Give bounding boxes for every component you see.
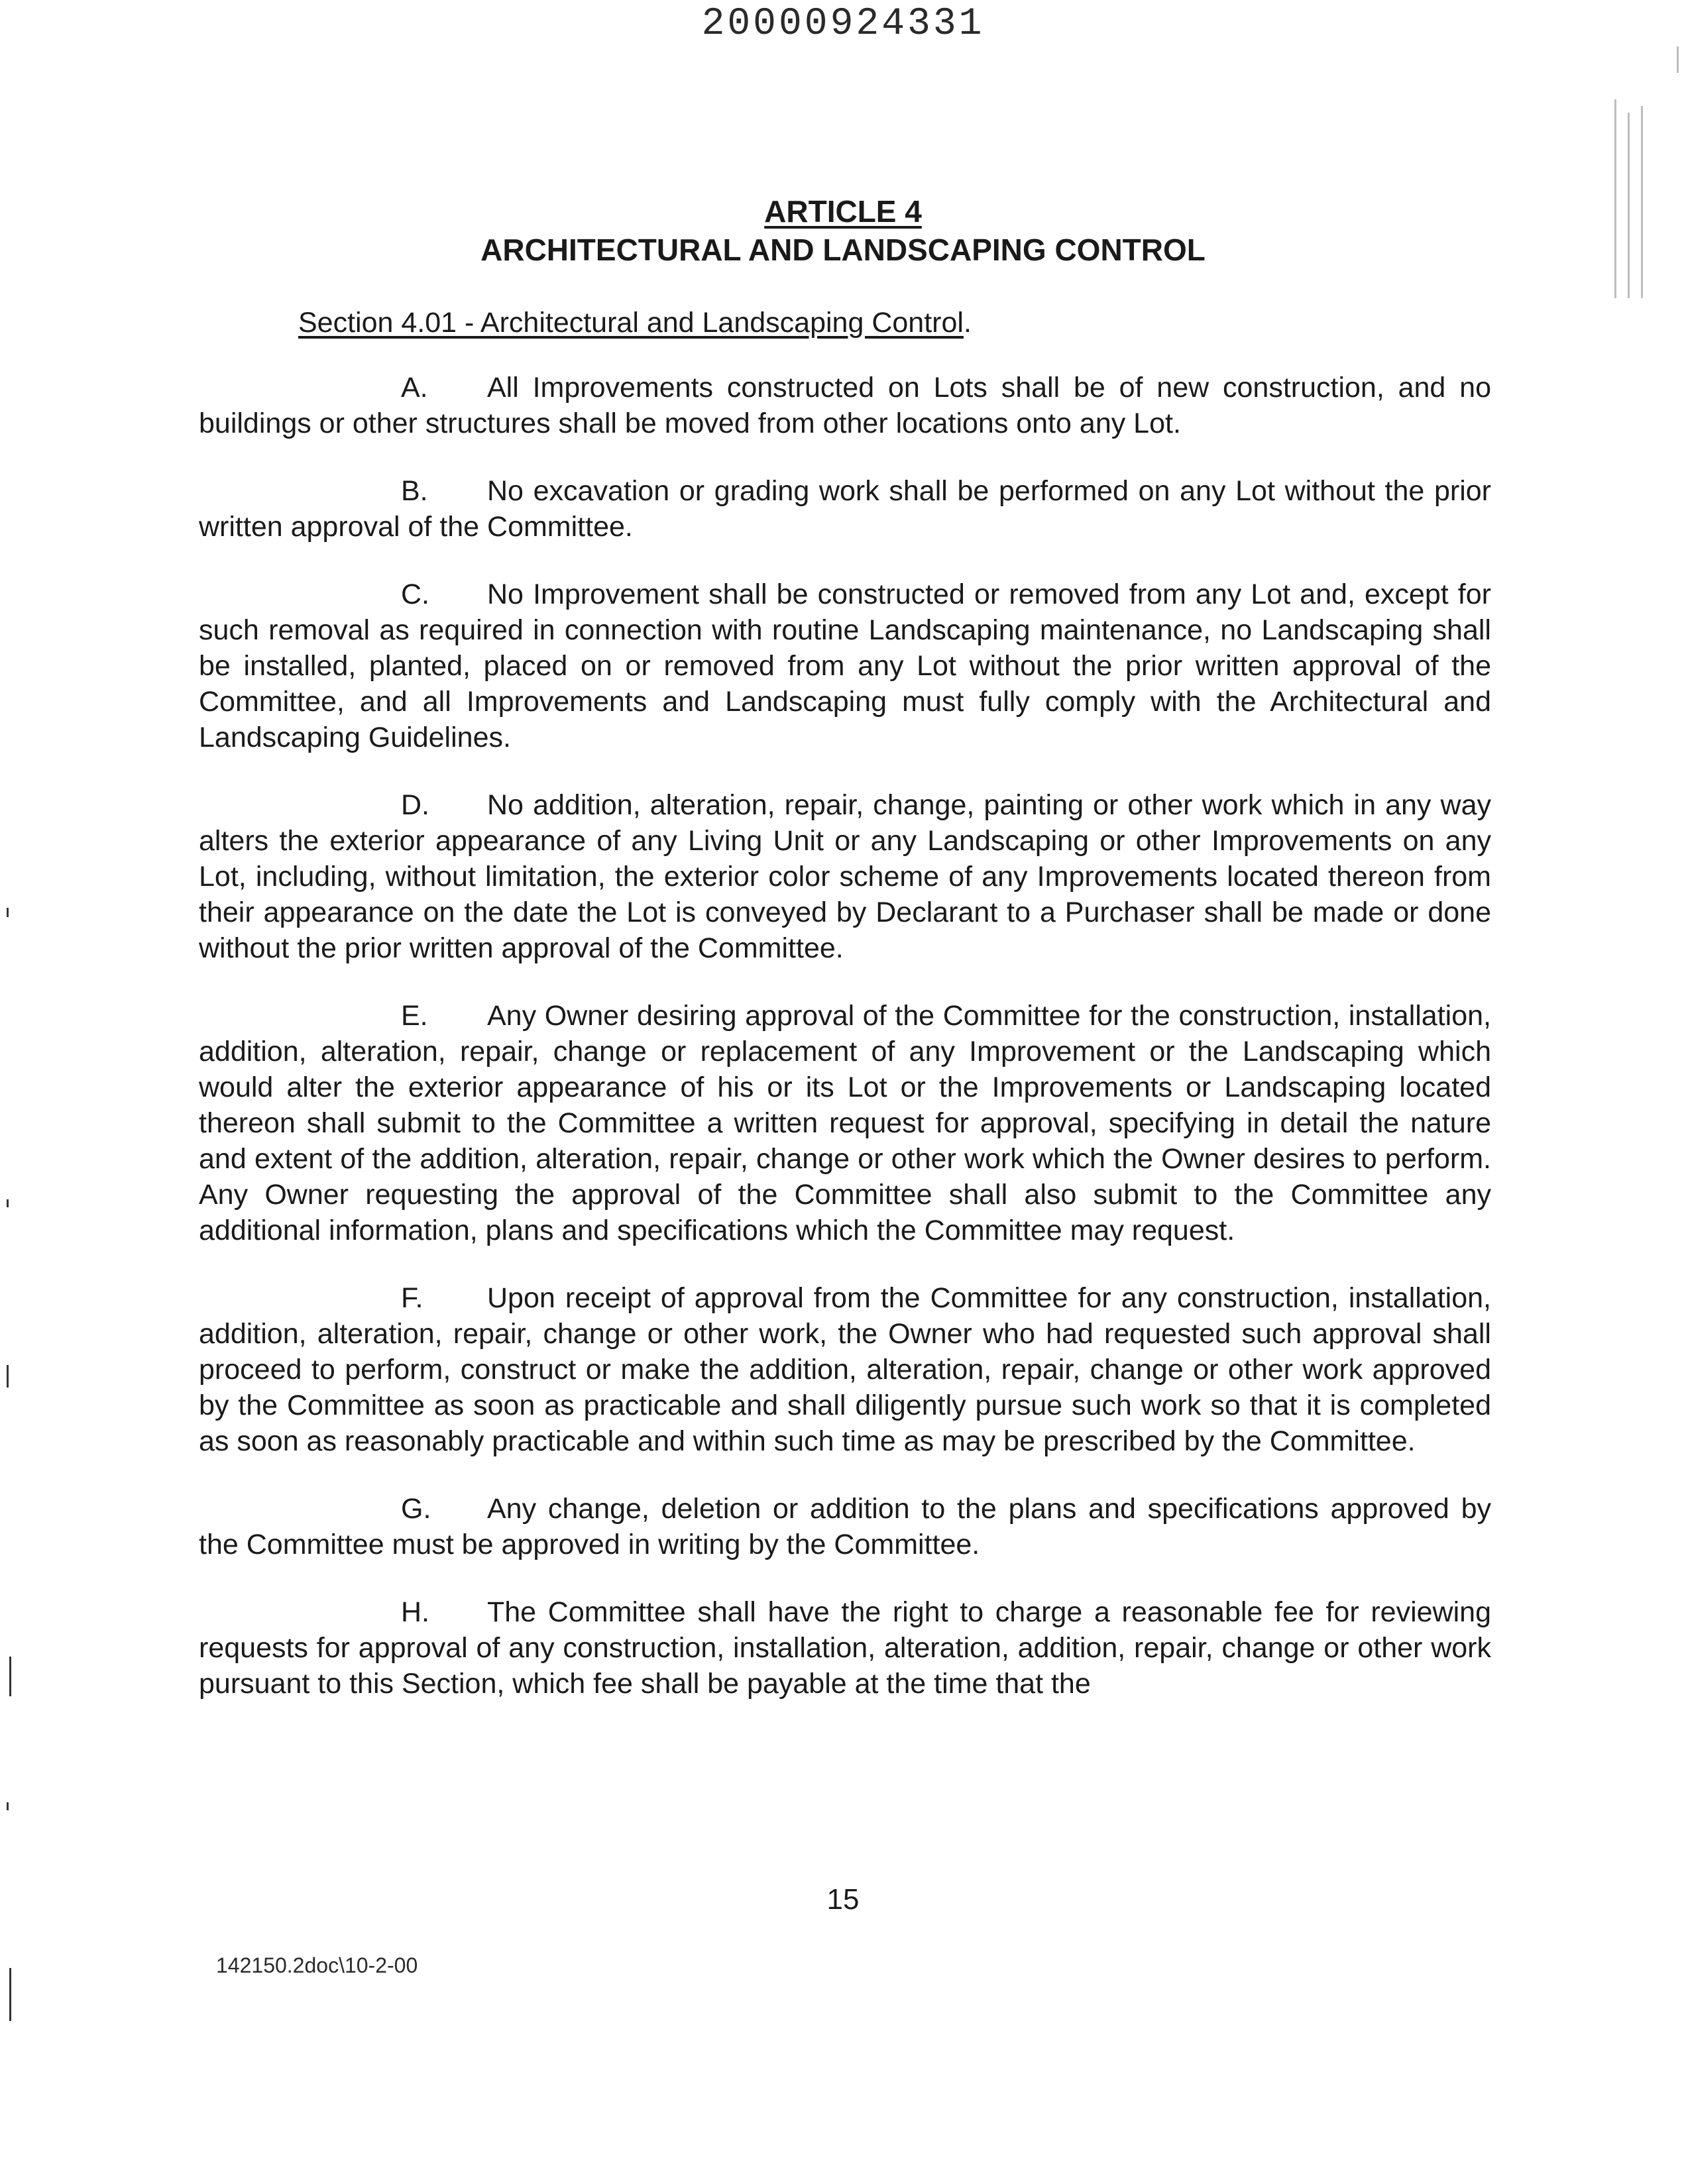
article-heading <box>0 192 1686 269</box>
paragraph-letter: B. <box>401 475 428 507</box>
section-heading <box>298 305 1491 341</box>
scan-noise <box>1677 46 1679 73</box>
paragraph-letter: E. <box>401 1000 428 1032</box>
scan-margin-mark <box>7 1199 9 1207</box>
paragraph-letter: H. <box>401 1596 429 1628</box>
paragraph-h <box>199 1594 1491 1702</box>
paragraph-text: Any change, deletion or addition to the plans and specifications approved by the Committee must be approved in writing by the Committee. <box>199 1493 1491 1560</box>
paragraph-text: No Improvement shall be constructed or removed from any Lot and, except for such removal as required in connection with routine Landscaping maintenance, no Landscaping shall be installed, planted, placed on or removed from any Lot without the prior written approval of the Committee, and all Improvements and Landscaping must fully comply with the Architectural and Landscaping Guidelines. <box>199 578 1491 753</box>
paragraph-b <box>199 473 1491 545</box>
scan-margin-mark <box>7 1802 9 1810</box>
paragraph-text: No excavation or grading work shall be performed on any Lot without the prior written approval of the Committee. <box>199 475 1491 543</box>
page-number: 15 <box>826 1883 860 1916</box>
scan-margin-mark <box>9 1968 11 2021</box>
paragraph-a <box>199 370 1491 441</box>
scan-margin-mark <box>9 1657 11 1696</box>
paragraph-text: No addition, alteration, repair, change, painting or other work which in any way alters the exterior appearance of any Living Unit or any Landscaping or other Improvements on any Lot, including, without limitation, the exterior color scheme of any Improvements located thereon from their appearance on the date the Lot is conveyed by Declarant to a Purchaser shall be made or done without the prior written approval of the Committee. <box>199 789 1491 964</box>
scan-noise <box>1641 106 1643 298</box>
section-title: Section 4.01 - Architectural and Landscaping Control <box>298 307 964 339</box>
scan-margin-mark <box>7 908 9 917</box>
document-number: 20000924331 <box>701 3 985 46</box>
paragraph-letter: A. <box>401 372 428 404</box>
paragraph-g <box>199 1491 1491 1562</box>
paragraph-letter: F. <box>401 1282 423 1314</box>
paragraph-letter: D. <box>401 789 429 821</box>
article-title: ARCHITECTURAL AND LANDSCAPING CONTROL <box>480 233 1206 267</box>
section-title-period: . <box>963 307 972 339</box>
paragraph-letter: G. <box>401 1493 431 1525</box>
file-reference: 142150.2doc\10-2-00 <box>216 1953 418 1977</box>
scan-noise <box>1614 99 1616 298</box>
scan-noise <box>1628 113 1630 298</box>
paragraph-c <box>199 576 1491 755</box>
scan-margin-mark <box>7 1365 9 1388</box>
paragraph-f <box>199 1280 1491 1459</box>
paragraph-text: Any Owner desiring approval of the Committee for the construction, installation, addition, alteration, repair, change or replacement of any Improvement or the Landscaping which would alter the exterior appearance of his or its Lot or the Improvements or Landscaping located thereon shall submit to the Committee a written request for approval, specifying in detail the nature and extent of the addition, alteration, repair, change or other work which the Owner desires to perform. Any Owner requesting the approval of the Committee shall also submit to the Committee any additional information, plans and specifications which the Committee may request. <box>199 1000 1491 1246</box>
paragraph-text: All Improvements constructed on Lots shall be of new construction, and no buildings or other structures shall be moved from other locations onto any Lot. <box>199 372 1491 439</box>
paragraph-e <box>199 998 1491 1248</box>
paragraph-text: The Committee shall have the right to charge a reasonable fee for reviewing requests for approval of any construction, installation, alteration, addition, repair, change or other work pursuant to this Section, which fee shall be payable at the time that the <box>199 1596 1491 1700</box>
document-body <box>199 305 1491 1733</box>
paragraph-letter: C. <box>401 578 429 610</box>
paragraph-d <box>199 787 1491 966</box>
paragraph-text: Upon receipt of approval from the Committee for any construction, installation, addition, alteration, repair, change or other work, the Owner who had requested such approval shall proceed to perform, construct or make the addition, alteration, repair, change or other work approved by the Committee as soon as practicable and shall diligently pursue such work so that it is completed as soon as reasonably practicable and within such time as may be prescribed by the Committee. <box>199 1282 1491 1457</box>
article-number: ARTICLE 4 <box>764 194 922 229</box>
